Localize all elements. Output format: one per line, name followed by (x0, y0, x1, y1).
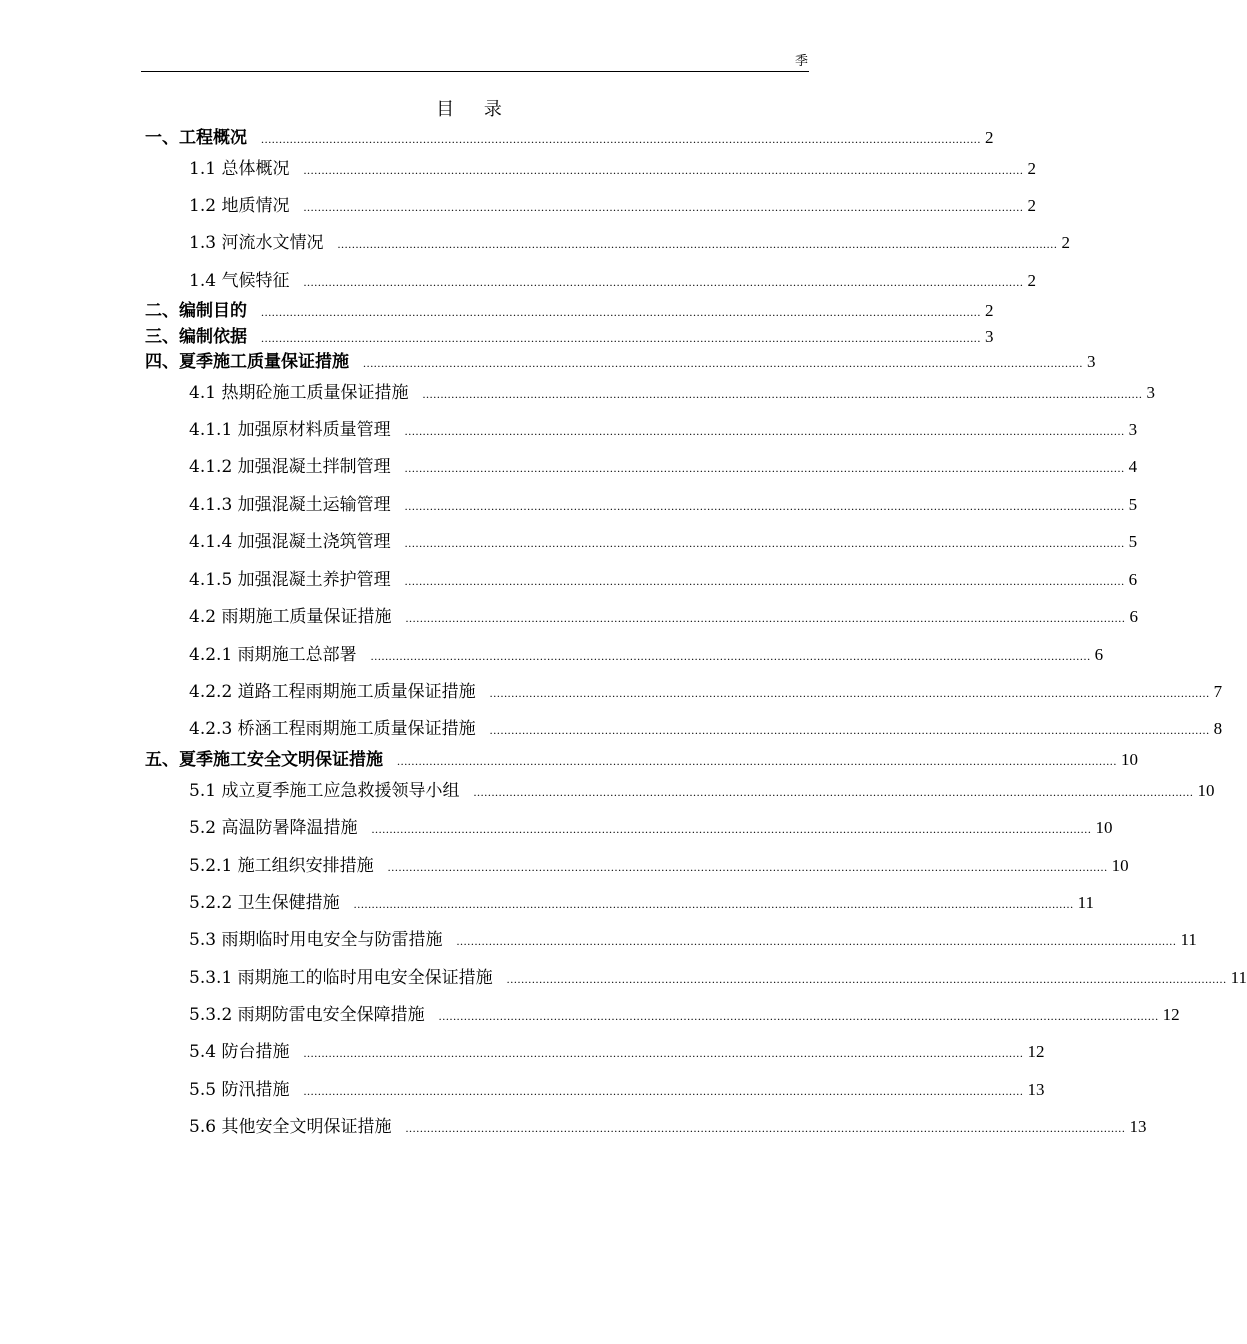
toc-leader-dots: ........................................................................................................................................................................................................ (303, 163, 1024, 177)
toc-entry-page: 10 (1197, 781, 1215, 800)
toc-entry[interactable] (189, 892, 1095, 915)
toc-entry-page: 12 (1162, 1005, 1180, 1024)
toc-entry-label: 1.4 气候特征 (189, 271, 290, 291)
toc-leader-dots: ........................................................................................................................................................................................................ (337, 237, 1058, 251)
toc-entry[interactable] (189, 1079, 1045, 1102)
toc-entry-page: 2 (1027, 159, 1036, 178)
toc-leader-dots: ........................................................................................................................................................................................................ (303, 1046, 1024, 1060)
toc-entry-page: 7 (1213, 682, 1223, 701)
toc-entry-page: 8 (1213, 719, 1223, 738)
toc-leader-dots: ........................................................................................................................................................................................................ (405, 1121, 1126, 1135)
toc-entry[interactable] (189, 644, 1104, 667)
toc-entry[interactable] (189, 419, 1138, 442)
toc-leader-dots: ........................................................................................................................................................................................................ (303, 200, 1024, 214)
toc-entry-page: 13 (1129, 1117, 1147, 1136)
toc-leader-dots: ........................................................................................................................................................................................................ (387, 860, 1108, 874)
toc-entry-page: 4 (1128, 457, 1138, 476)
toc-entry-page: 5 (1128, 495, 1138, 514)
toc-leader-dots: ........................................................................................................................................................................................................ (353, 897, 1074, 911)
toc-entry-label: 三、编制依据 (145, 327, 247, 347)
toc-entry[interactable] (189, 1041, 1045, 1064)
toc-entry-label: 四、夏季施工质量保证措施 (145, 352, 349, 372)
toc-leader-dots: ........................................................................................................................................................................................................ (404, 499, 1125, 513)
toc-entry-label: 4.1.3 加强混凝土运输管理 (189, 495, 391, 515)
toc-entry[interactable] (189, 195, 1036, 218)
toc-leader-dots: ........................................................................................................................................................................................................ (303, 1084, 1024, 1098)
toc-leader-dots: ........................................................................................................................................................................................................ (473, 785, 1194, 799)
toc-leader-dots: ........................................................................................................................................................................................................ (438, 1009, 1159, 1023)
toc-entry[interactable] (189, 681, 1223, 704)
toc-entry-label: 4.2.3 桥涵工程雨期施工质量保证措施 (189, 719, 476, 739)
toc-entry[interactable] (189, 929, 1197, 952)
toc-entry-label: 5.5 防汛措施 (189, 1080, 290, 1100)
header-mark: 季 (794, 54, 808, 69)
toc-leader-dots: ........................................................................................................................................................................................................ (422, 387, 1143, 401)
toc-leader-dots: ........................................................................................................................................................................................................ (261, 132, 981, 146)
toc-entry-page: 6 (1128, 570, 1138, 589)
toc-entry[interactable] (145, 351, 1096, 374)
toc-entry-label: 4.2.1 雨期施工总部署 (189, 645, 357, 665)
toc-entry[interactable] (189, 158, 1036, 181)
toc-entry[interactable] (189, 456, 1138, 479)
toc-entry-page: 11 (1077, 893, 1095, 912)
toc-leader-dots: ........................................................................................................................................................................................................ (489, 723, 1210, 737)
toc-entry[interactable] (189, 494, 1138, 517)
toc-entry-page: 10 (1095, 818, 1113, 837)
toc-entry-label: 5.1 成立夏季施工应急救援领导小组 (189, 781, 460, 801)
toc-leader-dots: ........................................................................................................................................................................................................ (370, 649, 1091, 663)
toc-leader-dots: ........................................................................................................................................................................................................ (303, 275, 1024, 289)
toc-entry-label: 4.1.5 加强混凝土养护管理 (189, 570, 391, 590)
toc-entry-page: 11 (1180, 930, 1197, 949)
toc-entry-page: 3 (1087, 352, 1096, 371)
toc-entry-label: 1.3 河流水文情况 (189, 233, 324, 253)
toc-leader-dots: ........................................................................................................................................................................................................ (397, 754, 1117, 768)
toc-entry-label: 4.1.4 加强混凝土浇筑管理 (189, 532, 391, 552)
toc-title: 目 录 (436, 99, 514, 120)
toc-entry-page: 3 (985, 327, 994, 346)
toc-leader-dots: ........................................................................................................................................................................................................ (404, 574, 1125, 588)
toc-leader-dots: ........................................................................................................................................................................................................ (405, 611, 1126, 625)
toc-entry-page: 2 (985, 301, 994, 320)
toc-entry-label: 5.4 防台措施 (189, 1042, 290, 1062)
toc-entry-label: 5.6 其他安全文明保证措施 (189, 1117, 392, 1137)
toc-entry[interactable] (189, 817, 1113, 840)
toc-leader-dots: ........................................................................................................................................................................................................ (404, 461, 1125, 475)
toc-entry[interactable] (189, 606, 1138, 629)
toc-leader-dots: ........................................................................................................................................................................................................ (506, 972, 1227, 986)
toc-leader-dots: ........................................................................................................................................................................................................ (363, 356, 1083, 370)
toc-entry[interactable] (189, 780, 1215, 803)
toc-entry[interactable] (189, 270, 1036, 293)
toc-entry[interactable] (189, 718, 1223, 741)
toc-entry-page: 10 (1121, 750, 1138, 769)
toc-entry-label: 4.2.2 道路工程雨期施工质量保证措施 (189, 682, 476, 702)
toc-entry-page: 13 (1027, 1080, 1045, 1099)
toc-entry-label: 一、工程概况 (145, 128, 247, 148)
toc-leader-dots: ........................................................................................................................................................................................................ (261, 305, 981, 319)
toc-leader-dots: ........................................................................................................................................................................................................ (456, 934, 1177, 948)
toc-leader-dots: ........................................................................................................................................................................................................ (371, 822, 1092, 836)
toc-entry-page: 12 (1027, 1042, 1045, 1061)
toc-entry-page: 6 (1094, 645, 1104, 664)
toc-entry-label: 4.1.1 加强原材料质量管理 (189, 420, 391, 440)
toc-entry[interactable] (189, 967, 1247, 990)
toc-leader-dots: ........................................................................................................................................................................................................ (261, 331, 981, 345)
toc-entry[interactable] (145, 300, 994, 323)
toc-entry-page: 2 (1027, 196, 1036, 215)
toc-entry-label: 1.1 总体概况 (189, 159, 290, 179)
header-rule (141, 71, 809, 72)
toc-entry-label: 5.3.1 雨期施工的临时用电安全保证措施 (189, 968, 493, 988)
toc-entry[interactable] (189, 382, 1155, 405)
toc-entry-page: 3 (1128, 420, 1138, 439)
toc-entry-page: 11 (1230, 968, 1247, 987)
toc-entry[interactable] (189, 1004, 1180, 1027)
toc-entry[interactable] (189, 531, 1138, 554)
toc-entry-page: 2 (985, 128, 994, 147)
toc-entry[interactable] (189, 855, 1129, 878)
toc-leader-dots: ........................................................................................................................................................................................................ (404, 424, 1125, 438)
toc-entry-page: 10 (1111, 856, 1129, 875)
toc-entry[interactable] (145, 326, 994, 349)
toc-entry-label: 五、夏季施工安全文明保证措施 (145, 750, 383, 770)
toc-entry-page: 3 (1146, 383, 1155, 402)
toc-entry-label: 1.2 地质情况 (189, 196, 290, 216)
toc-entry-page: 2 (1061, 233, 1070, 252)
toc-entry-label: 5.2.2 卫生保健措施 (189, 893, 340, 913)
toc-leader-dots: ........................................................................................................................................................................................................ (404, 536, 1125, 550)
toc-entry-label: 5.2 高温防暑降温措施 (189, 818, 358, 838)
toc-entry-page: 6 (1129, 607, 1138, 626)
toc-entry[interactable] (145, 127, 994, 150)
toc-entry-label: 二、编制目的 (145, 301, 247, 321)
toc-entry[interactable] (145, 749, 1138, 772)
toc-entry-label: 5.3 雨期临时用电安全与防雷措施 (189, 930, 443, 950)
toc-entry[interactable] (189, 569, 1138, 592)
toc-leader-dots: ........................................................................................................................................................................................................ (489, 686, 1210, 700)
toc-entry-label: 4.1 热期砼施工质量保证措施 (189, 383, 409, 403)
toc-entry[interactable] (189, 1116, 1147, 1139)
toc-entry-label: 5.3.2 雨期防雷电安全保障措施 (189, 1005, 425, 1025)
toc-entry-label: 5.2.1 施工组织安排措施 (189, 856, 374, 876)
toc-entry-label: 4.1.2 加强混凝土拌制管理 (189, 457, 391, 477)
toc-entry-page: 2 (1027, 271, 1036, 290)
toc-entry[interactable] (189, 232, 1070, 255)
toc-entry-label: 4.2 雨期施工质量保证措施 (189, 607, 392, 627)
toc-entry-page: 5 (1128, 532, 1138, 551)
